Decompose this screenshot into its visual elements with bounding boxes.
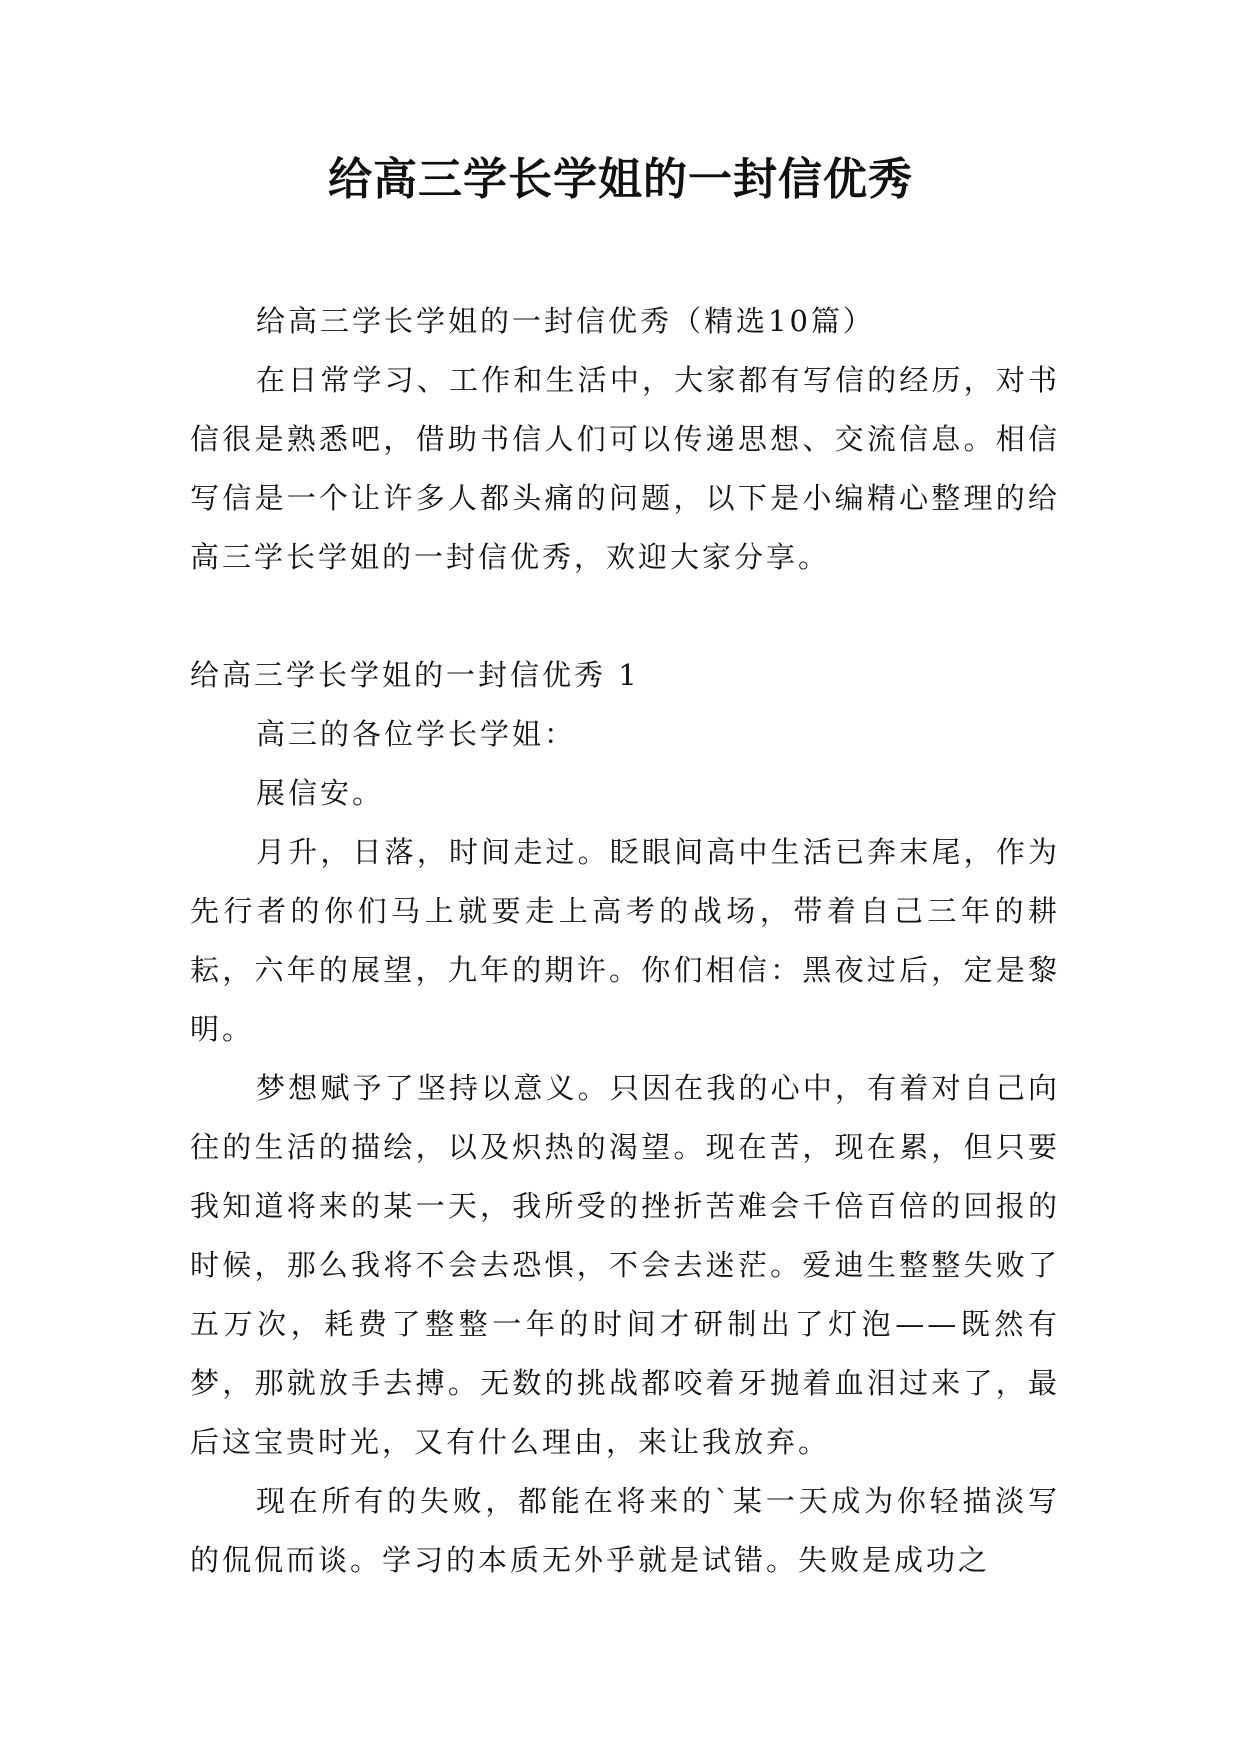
document-body — [190, 292, 1060, 1590]
document-subtitle: 给高三学长学姐的一封信优秀（精选10篇） — [256, 304, 875, 338]
document-title: 给高三学长学姐的一封信优秀 — [328, 154, 913, 205]
letter-paragraph-3: 现在所有的失败，都能在将来的`某一天成为你轻描淡写的侃侃而谈。学习的本质无外乎就是试错。失败是成功之 — [190, 1484, 1060, 1577]
letter-salutation: 高三的各位学长学姐： — [256, 717, 577, 751]
letter-greeting: 展信安。 — [256, 776, 385, 810]
intro-paragraph: 在日常学习、工作和生活中，大家都有写信的经历，对书信很是熟悉吧，借助书信人们可以传递思想、交流信息。相信写信是一个让许多人都头痛的问题，以下是小编精心整理的给高三学长学姐的一封信优秀，欢迎大家分享。 — [190, 363, 1060, 574]
section-heading: 给高三学长学姐的一封信优秀 1 — [190, 658, 640, 692]
letter-paragraph-1: 月升，日落，时间走过。眨眼间高中生活已奔末尾，作为先行者的你们马上就要走上高考的战场，带着自己三年的耕耘，六年的展望，九年的期许。你们相信：黑夜过后，定是黎明。 — [190, 835, 1060, 1046]
letter-paragraph-2: 梦想赋予了坚持以意义。只因在我的心中，有着对自己向往的生活的描绘，以及炽热的渴望。现在苦，现在累，但只要我知道将来的某一天，我所受的挫折苦难会千倍百倍的回报的时候，那么我将不会去恐惧，不会去迷茫。爱迪生整整失败了五万次，耗费了整整一年的时间才研制出了灯泡——既然有梦，那就放手去搏。无数的挑战都咬着牙抛着血泪过来了，最后这宝贵时光，又有什么理由，来让我放弃。 — [190, 1071, 1060, 1459]
